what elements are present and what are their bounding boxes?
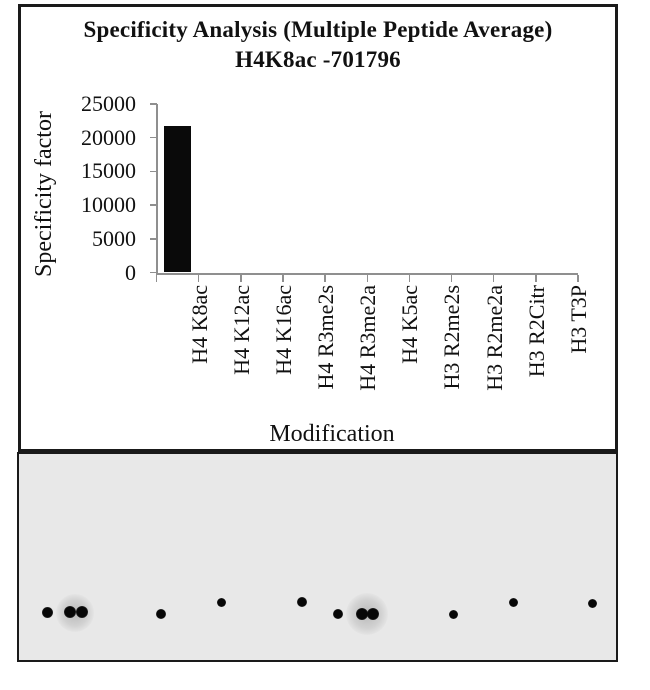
x-axis-title: Modification — [269, 421, 395, 447]
x-tick — [156, 275, 158, 282]
plot-area — [21, 7, 615, 449]
category-label: H4 K12ac — [228, 285, 254, 375]
y-tick-label: 20000 — [81, 124, 136, 150]
blot-dot — [217, 598, 226, 607]
x-tick — [577, 275, 579, 282]
y-tick — [150, 238, 157, 240]
y-axis-line — [156, 104, 158, 275]
x-tick — [535, 275, 537, 282]
y-tick — [150, 137, 157, 139]
category-label: H4 R3me2a — [355, 285, 381, 391]
blot-dot — [367, 608, 379, 620]
blot-dot — [333, 609, 343, 619]
blot-dot — [297, 597, 307, 607]
y-tick-label: 10000 — [81, 192, 136, 218]
bar-H4-K8ac — [164, 126, 191, 273]
chart-title-line2: H4K8ac -701796 — [235, 47, 401, 72]
y-tick-label: 0 — [125, 259, 136, 285]
x-tick — [409, 275, 411, 282]
category-label: H4 K16ac — [270, 285, 296, 375]
y-tick — [150, 272, 157, 274]
blot-dot — [156, 609, 166, 619]
category-label: H3 R2Citr — [523, 285, 549, 378]
blot-dot — [42, 607, 53, 618]
chart-title-line1: Specificity Analysis (Multiple Peptide Average) — [83, 17, 553, 42]
category-label: H4 K8ac — [186, 285, 212, 364]
x-tick — [493, 275, 495, 282]
category-label: H3 R2me2a — [481, 285, 507, 391]
x-tick — [282, 275, 284, 282]
y-tick — [150, 103, 157, 105]
y-tick — [150, 171, 157, 173]
blot-dot — [588, 599, 597, 608]
blot-dot — [356, 608, 368, 620]
x-tick — [198, 275, 200, 282]
y-tick — [150, 204, 157, 206]
category-label: H4 K5ac — [397, 285, 423, 364]
x-tick — [240, 275, 242, 282]
blot-dot — [509, 598, 518, 607]
blot-dot — [449, 610, 458, 619]
y-tick-label: 5000 — [92, 225, 136, 251]
y-tick-label: 15000 — [81, 158, 136, 184]
x-tick — [451, 275, 453, 282]
blot-dot — [64, 606, 76, 618]
category-label: H3 T3P — [565, 285, 591, 354]
y-tick-label: 25000 — [81, 91, 136, 116]
category-label: H4 R3me2s — [313, 285, 339, 390]
dot-blot-image — [17, 452, 618, 662]
category-label: H3 R2me2s — [439, 285, 465, 390]
x-tick — [367, 275, 369, 282]
bar-chart-panel: Specificity Analysis (Multiple Peptide Average) H4K8ac -701796 Specificity factor 0 5000 10000 15000 20000 25000 H4 K8ac H4 K12ac H4 K16ac H4 R3me2s H4 R3me2a H4 K5ac H3 R2me2s H3 R2me2a H3 R2Citr H3 T3P Modification — [18, 4, 618, 452]
blot-dot — [76, 606, 88, 618]
x-tick — [324, 275, 326, 282]
